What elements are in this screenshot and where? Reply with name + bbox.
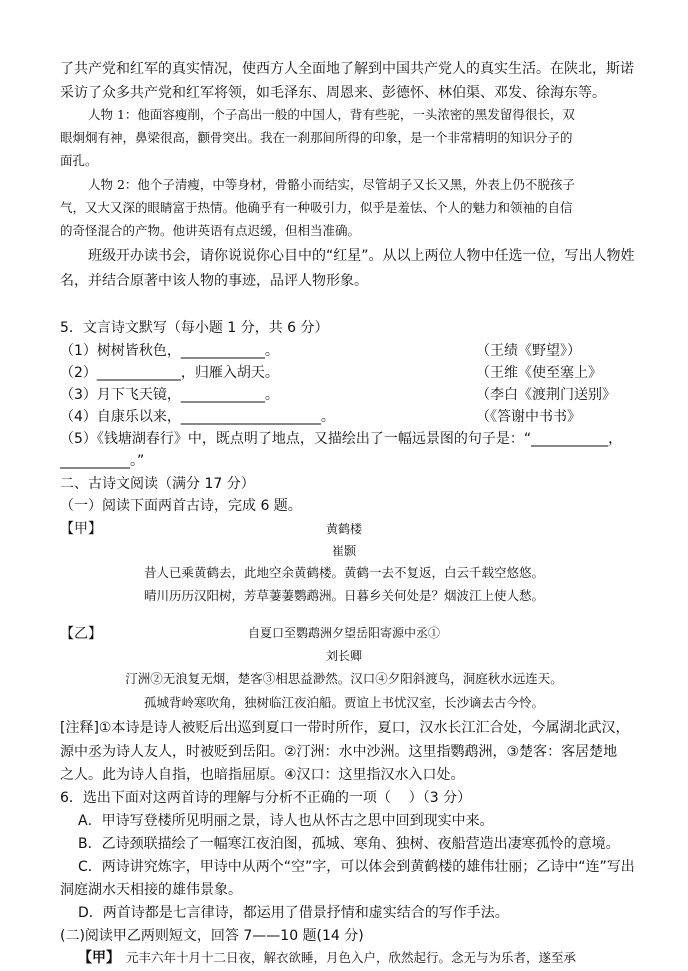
- person2-line-3: 的奇怪混合的产物。他讲英语有点迟缓，但相当准确。: [60, 223, 361, 238]
- q5-heading: 5．文言诗文默写（每小题 1 分，共 6 分）: [60, 320, 329, 336]
- task-line-1: 班级开办读书会，请你说说你心目中的“红星”。从以上两位人物中任选一位，写出人物姓: [88, 248, 635, 264]
- task-line-2: 名，并结合原著中该人物的事迹，品评人物形象。: [60, 273, 368, 289]
- poem-jia-tag: 【甲】: [60, 521, 102, 537]
- person1-line-1: 人物 1：他面容瘦削，个子高出一般的中国人，背有些驼，一头浓密的黑发留得很长，双: [88, 107, 575, 122]
- poem-jia-line-2: 晴川历历汉阳树，芳草萋萋鹦鹉洲。日暮乡关何处是？烟波江上使人愁。: [143, 588, 545, 603]
- poem-jia-line-1: 昔人已乘黄鹤去，此地空余黄鹤楼。黄鹤一去不复返，白云千载空悠悠。: [143, 565, 545, 580]
- notes-line-1: [注释]①本诗是诗人被贬后出巡到夏口一带时所作，夏口，汉水长江汇合处，今属湖北武汉，: [60, 720, 630, 736]
- poem-jia-author: 崔颢: [331, 544, 357, 558]
- poem-yi-title: 自夏口至鹦鹉洲夕望岳阳寄源中丞①: [247, 626, 441, 640]
- q5-item-4-source: （《答谢中书书》: [476, 409, 581, 425]
- poem-jia-title: 黄鹤楼: [325, 522, 363, 536]
- section2-sub1: （一）阅读下面两首古诗，完成 6 题。: [60, 498, 302, 514]
- sub2-jia-tag: 【甲】: [78, 950, 120, 966]
- sub2-heading: (二)阅读甲乙两则短文，回答 7——10 题(14 分): [60, 928, 364, 944]
- person1-line-3: 面孔。: [60, 153, 98, 168]
- person1-line-2: 眼炯炯有神，鼻梁很高，颧骨突出。我在一刹那间所得的印象，是一个非常精明的知识分子的: [60, 130, 573, 145]
- poem-yi-author: 刘长卿: [325, 649, 363, 663]
- q5-item-2-source: （王维《使至塞上》: [476, 365, 602, 381]
- q6-option-a: A．甲诗写登楼所见明丽之景，诗人也从怀古之思中回到现实中来。: [78, 813, 494, 829]
- q5-item-3-source: （李白《渡荆门送别》: [476, 387, 616, 403]
- q6-option-c-line-2: 洞庭湖水天相接的雄伟景象。: [60, 882, 242, 898]
- q6-option-b: B．乙诗颈联描绘了一幅寒江夜泊图，孤城、寒角、独树、夜船营造出凄寒孤怜的意境。: [78, 836, 620, 852]
- q5-item-2: （2）____________，归雁入胡天。: [60, 365, 279, 381]
- intro-line-1: 了共产党和红军的真实情况，使西方人全面地了解到中国共产党人的真实生活。在陕北，斯诺: [60, 61, 634, 77]
- poem-yi-line-2: 孤城背岭寒吹角，独树临江夜泊船。贾谊上书忧汉室，长沙谪去古今怜。: [143, 695, 545, 710]
- intro-line-2: 采访了众多共产党和红军将领，如毛泽东、周恩来、彭德怀、林伯渠、邓发、徐海东等。: [60, 85, 606, 101]
- q5-item-1: （1）树树皆秋色，____________。: [60, 343, 279, 359]
- person2-line-1: 人物 2：他个子清瘦，中等身材，骨骼小而结实，尽管胡子又长又黑，外表上仍不脱孩子: [88, 177, 575, 192]
- q6-option-d: D．两首诗都是七言律诗，都运用了借景抒情和虚实结合的写作手法。: [78, 905, 509, 921]
- q6-stem: 6．选出下面对这两首诗的理解与分析不正确的一项（ ）（3 分）: [60, 790, 472, 806]
- notes-line-3: 之人。此为诗人自指，也暗指屈原。④汉口：这里指汉水入口处。: [60, 767, 465, 783]
- poem-yi-tag: 【乙】: [60, 626, 102, 642]
- sub2-jia-text: 元丰六年十月十二日夜，解衣欲睡，月色入户，欣然起行。念无与为乐者，遂至承: [126, 950, 577, 965]
- notes-line-2: 源中丞为诗人友人，时被贬到岳阳。②汀洲：水中沙洲。这里指鹦鹉洲，③楚客：客居楚地: [60, 744, 618, 760]
- q5-item-1-source: （王绩《野望》）: [476, 343, 581, 359]
- q5-item-5-line-2: __________。”: [60, 453, 145, 469]
- q5-item-4: （4）自康乐以来，____________________。: [60, 409, 335, 425]
- section2-heading: 二、古诗文阅读（满分 17 分）: [60, 476, 255, 492]
- q6-option-c-line-1: C．两诗讲究炼字，甲诗中从两个“空”字，可以体会到黄鹤楼的雄伟壮丽；乙诗中“连”写出: [78, 859, 635, 875]
- poem-yi-line-1: 汀洲②无浪复无烟，楚客③相思益渺然。汉口④夕阳斜渡鸟，洞庭秋水远连天。: [125, 671, 563, 686]
- q5-item-3: （3）月下飞天镜，____________。: [60, 387, 279, 403]
- q5-item-5-line-1: （5）《钱塘湖春行》中，既点明了地点，又描绘出了一幅远景图的句子是：“___________，: [60, 431, 623, 447]
- person2-line-2: 气，又大又深的眼睛富于热情。他确乎有一种吸引力，似乎是羞怯、个人的魅力和领袖的自信: [60, 200, 573, 215]
